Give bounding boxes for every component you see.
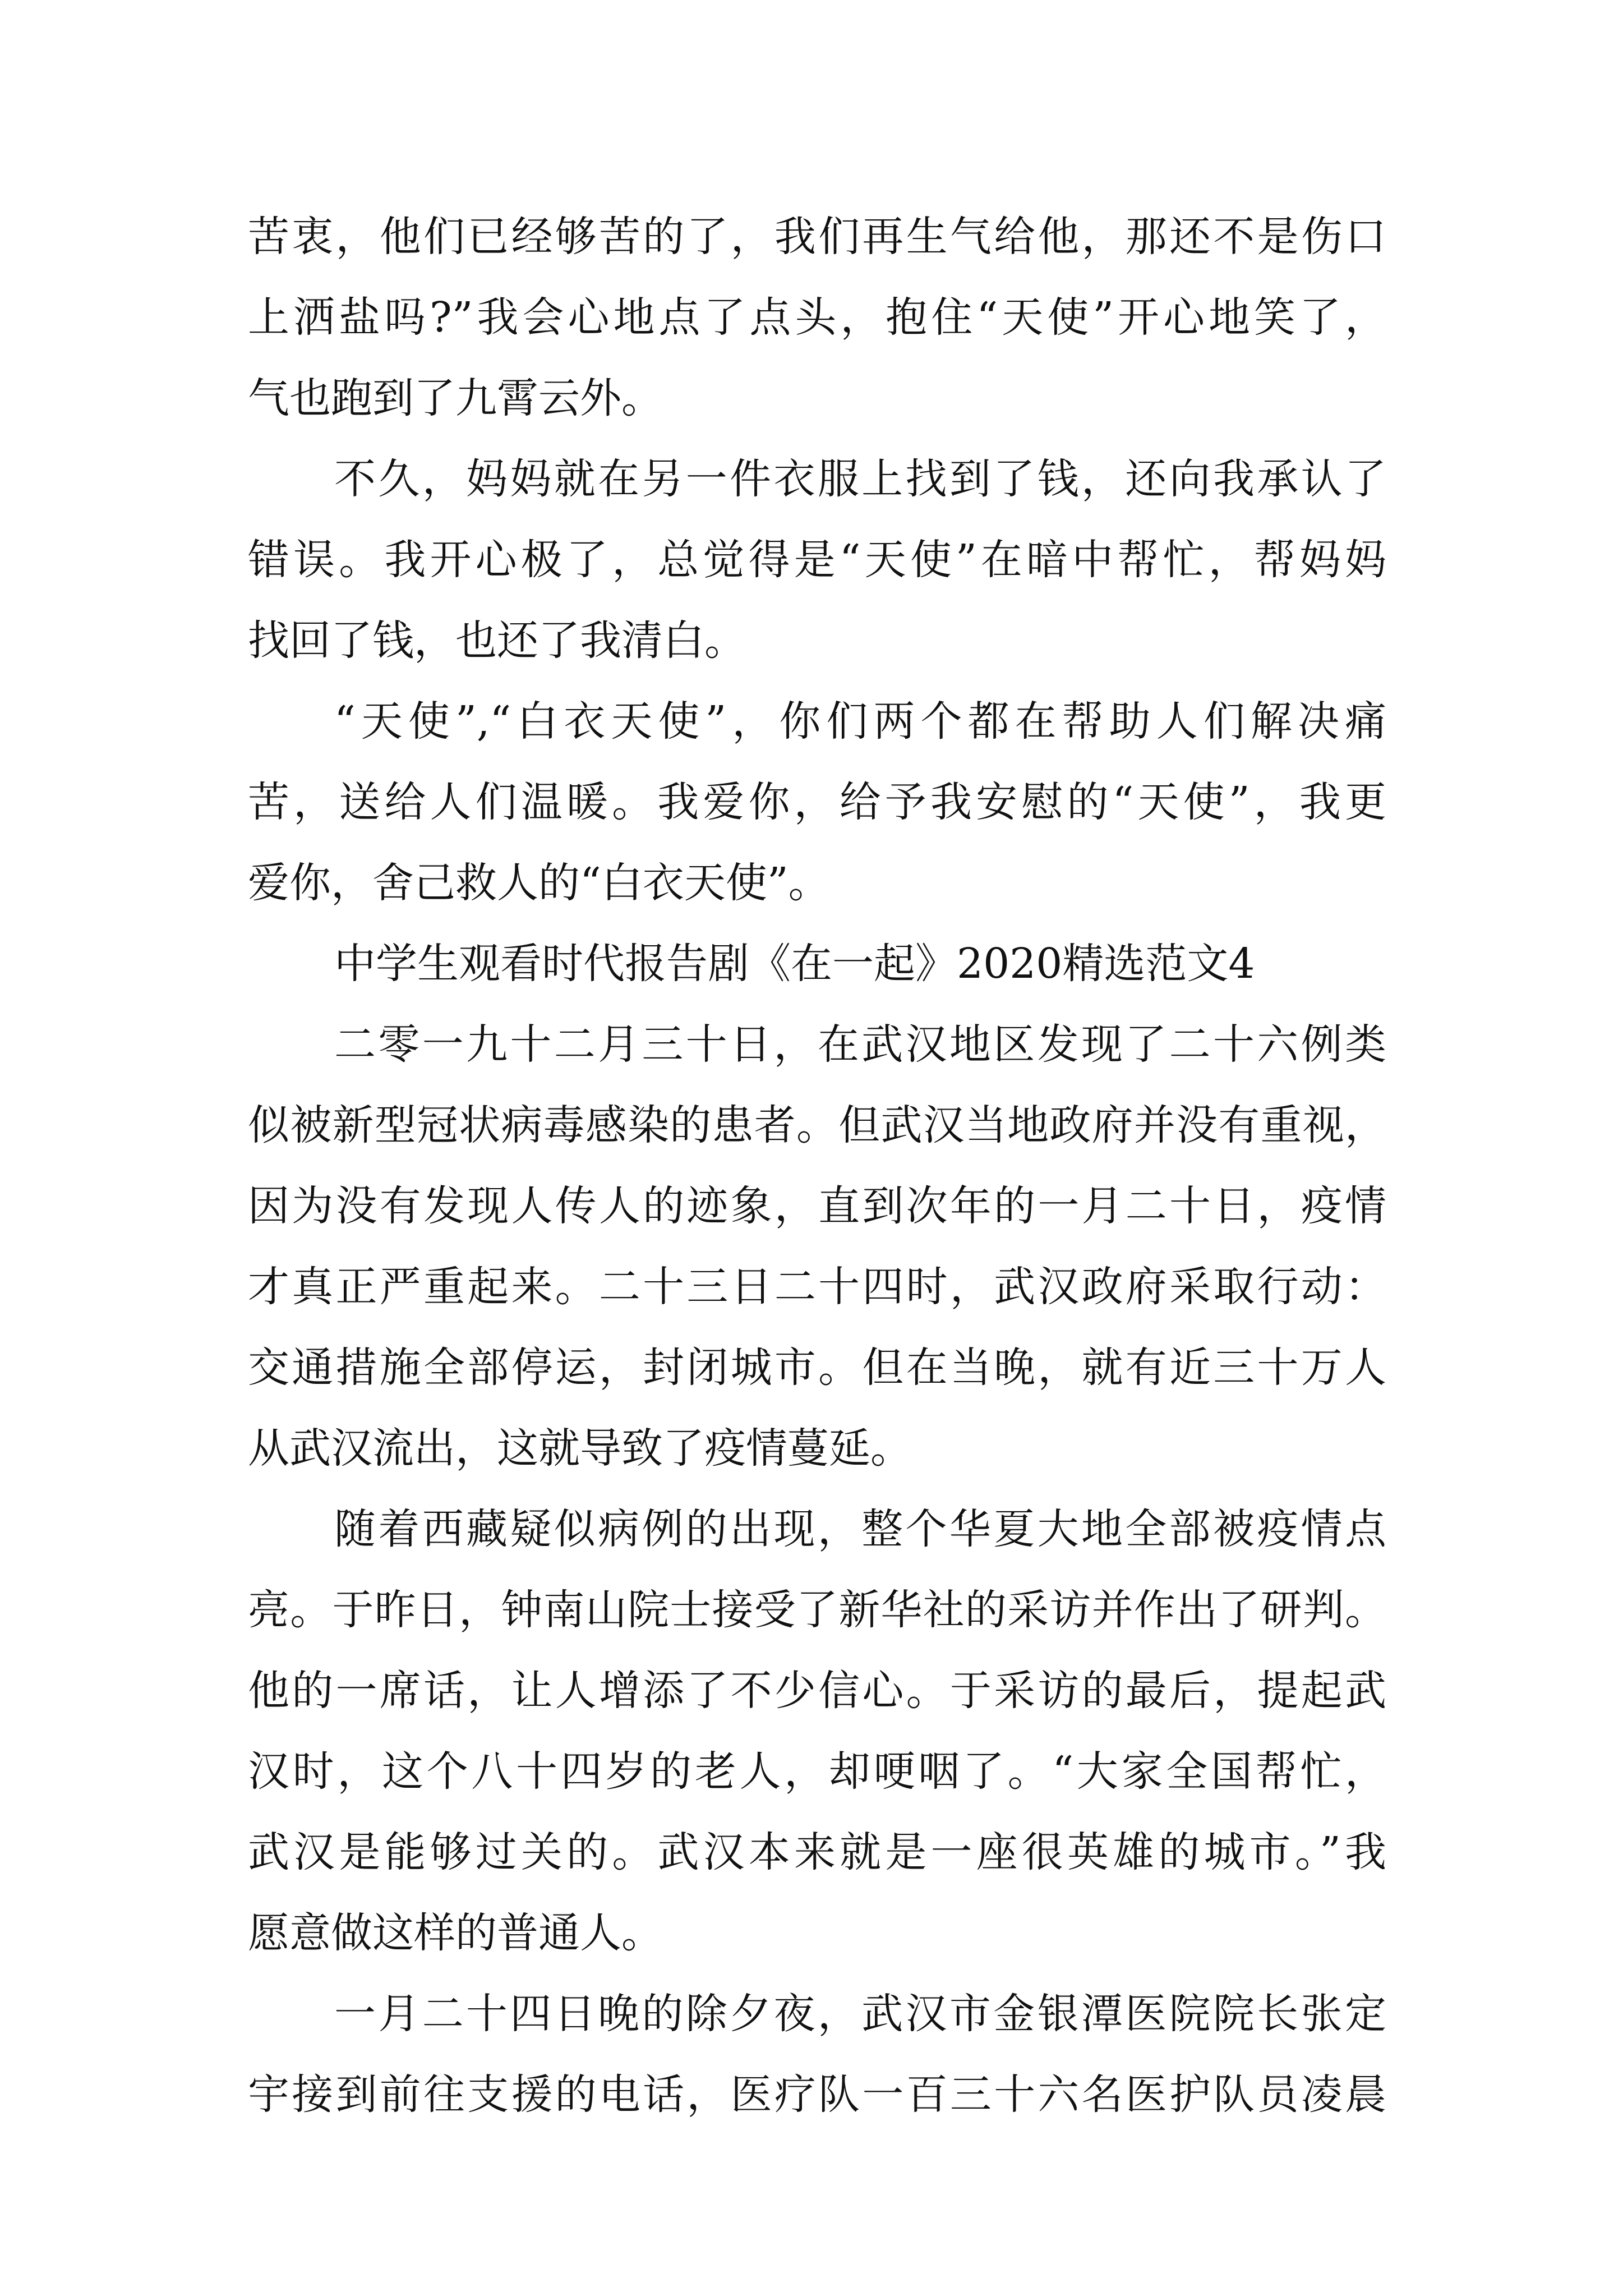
text-line: 似被新型冠状病毒感染的患者。但武汉当地政府并没有重视， bbox=[248, 1101, 1386, 1149]
text-line: 武汉是能够过关的。武汉本来就是一座很英雄的城市。”我 bbox=[248, 1828, 1386, 1876]
text-line: 找回了钱，也还了我清白。 bbox=[248, 616, 746, 665]
paragraph-first-line: 不久，妈妈就在另一件衣服上找到了钱，还向我承认了 bbox=[334, 455, 1386, 503]
section-title: 中学生观看时代报告剧《在一起》2020精选范文4 bbox=[334, 940, 1255, 988]
text-line: 他的一席话，让人增添了不少信心。于采访的最后，提起武 bbox=[248, 1667, 1386, 1715]
text-line: 苦，送给人们温暖。我爱你，给予我安慰的“天使”，我更 bbox=[248, 778, 1386, 826]
paragraph-first-line: 随着西藏疑似病例的出现，整个华夏大地全部被疫情点 bbox=[334, 1505, 1386, 1553]
text-line: 气也跑到了九霄云外。 bbox=[248, 374, 663, 422]
text-line: 因为没有发现人传人的迹象，直到次年的一月二十日，疫情 bbox=[248, 1182, 1386, 1230]
text-line: 交通措施全部停运，封闭城市。但在当晚，就有近三十万人 bbox=[248, 1343, 1386, 1392]
text-line: 爱你，舍己救人的“白衣天使”。 bbox=[248, 859, 830, 907]
text-line: 亮。于昨日，钟南山院士接受了新华社的采访并作出了研判。 bbox=[248, 1586, 1386, 1634]
text-line: 汉时，这个八十四岁的老人，却哽咽了。“大家全国帮忙， bbox=[248, 1747, 1386, 1796]
paragraph-first-line: 一月二十四日晚的除夕夜，武汉市金银潭医院院长张定 bbox=[334, 1990, 1386, 2038]
text-line: 才真正严重起来。二十三日二十四时，武汉政府采取行动： bbox=[248, 1263, 1386, 1311]
paragraph-first-line: “天使”,“白衣天使”，你们两个都在帮助人们解决痛 bbox=[334, 697, 1386, 746]
text-line: 愿意做这样的普通人。 bbox=[248, 1909, 663, 1957]
text-line: 宇接到前往支援的电话，医疗队一百三十六名医护队员凌晨 bbox=[248, 2070, 1386, 2119]
paragraph-first-line: 二零一九十二月三十日，在武汉地区发现了二十六例类 bbox=[334, 1020, 1386, 1069]
text-line: 从武汉流出，这就导致了疫情蔓延。 bbox=[248, 1424, 912, 1473]
text-line: 苦衷，他们已经够苦的了，我们再生气给他，那还不是伤口 bbox=[248, 213, 1386, 261]
text-line: 上洒盐吗?”我会心地点了点头，抱住“天使”开心地笑了， bbox=[248, 293, 1386, 342]
document-body bbox=[248, 196, 1386, 2135]
text-line: 错误。我开心极了，总觉得是“天使”在暗中帮忙，帮妈妈 bbox=[248, 536, 1386, 584]
